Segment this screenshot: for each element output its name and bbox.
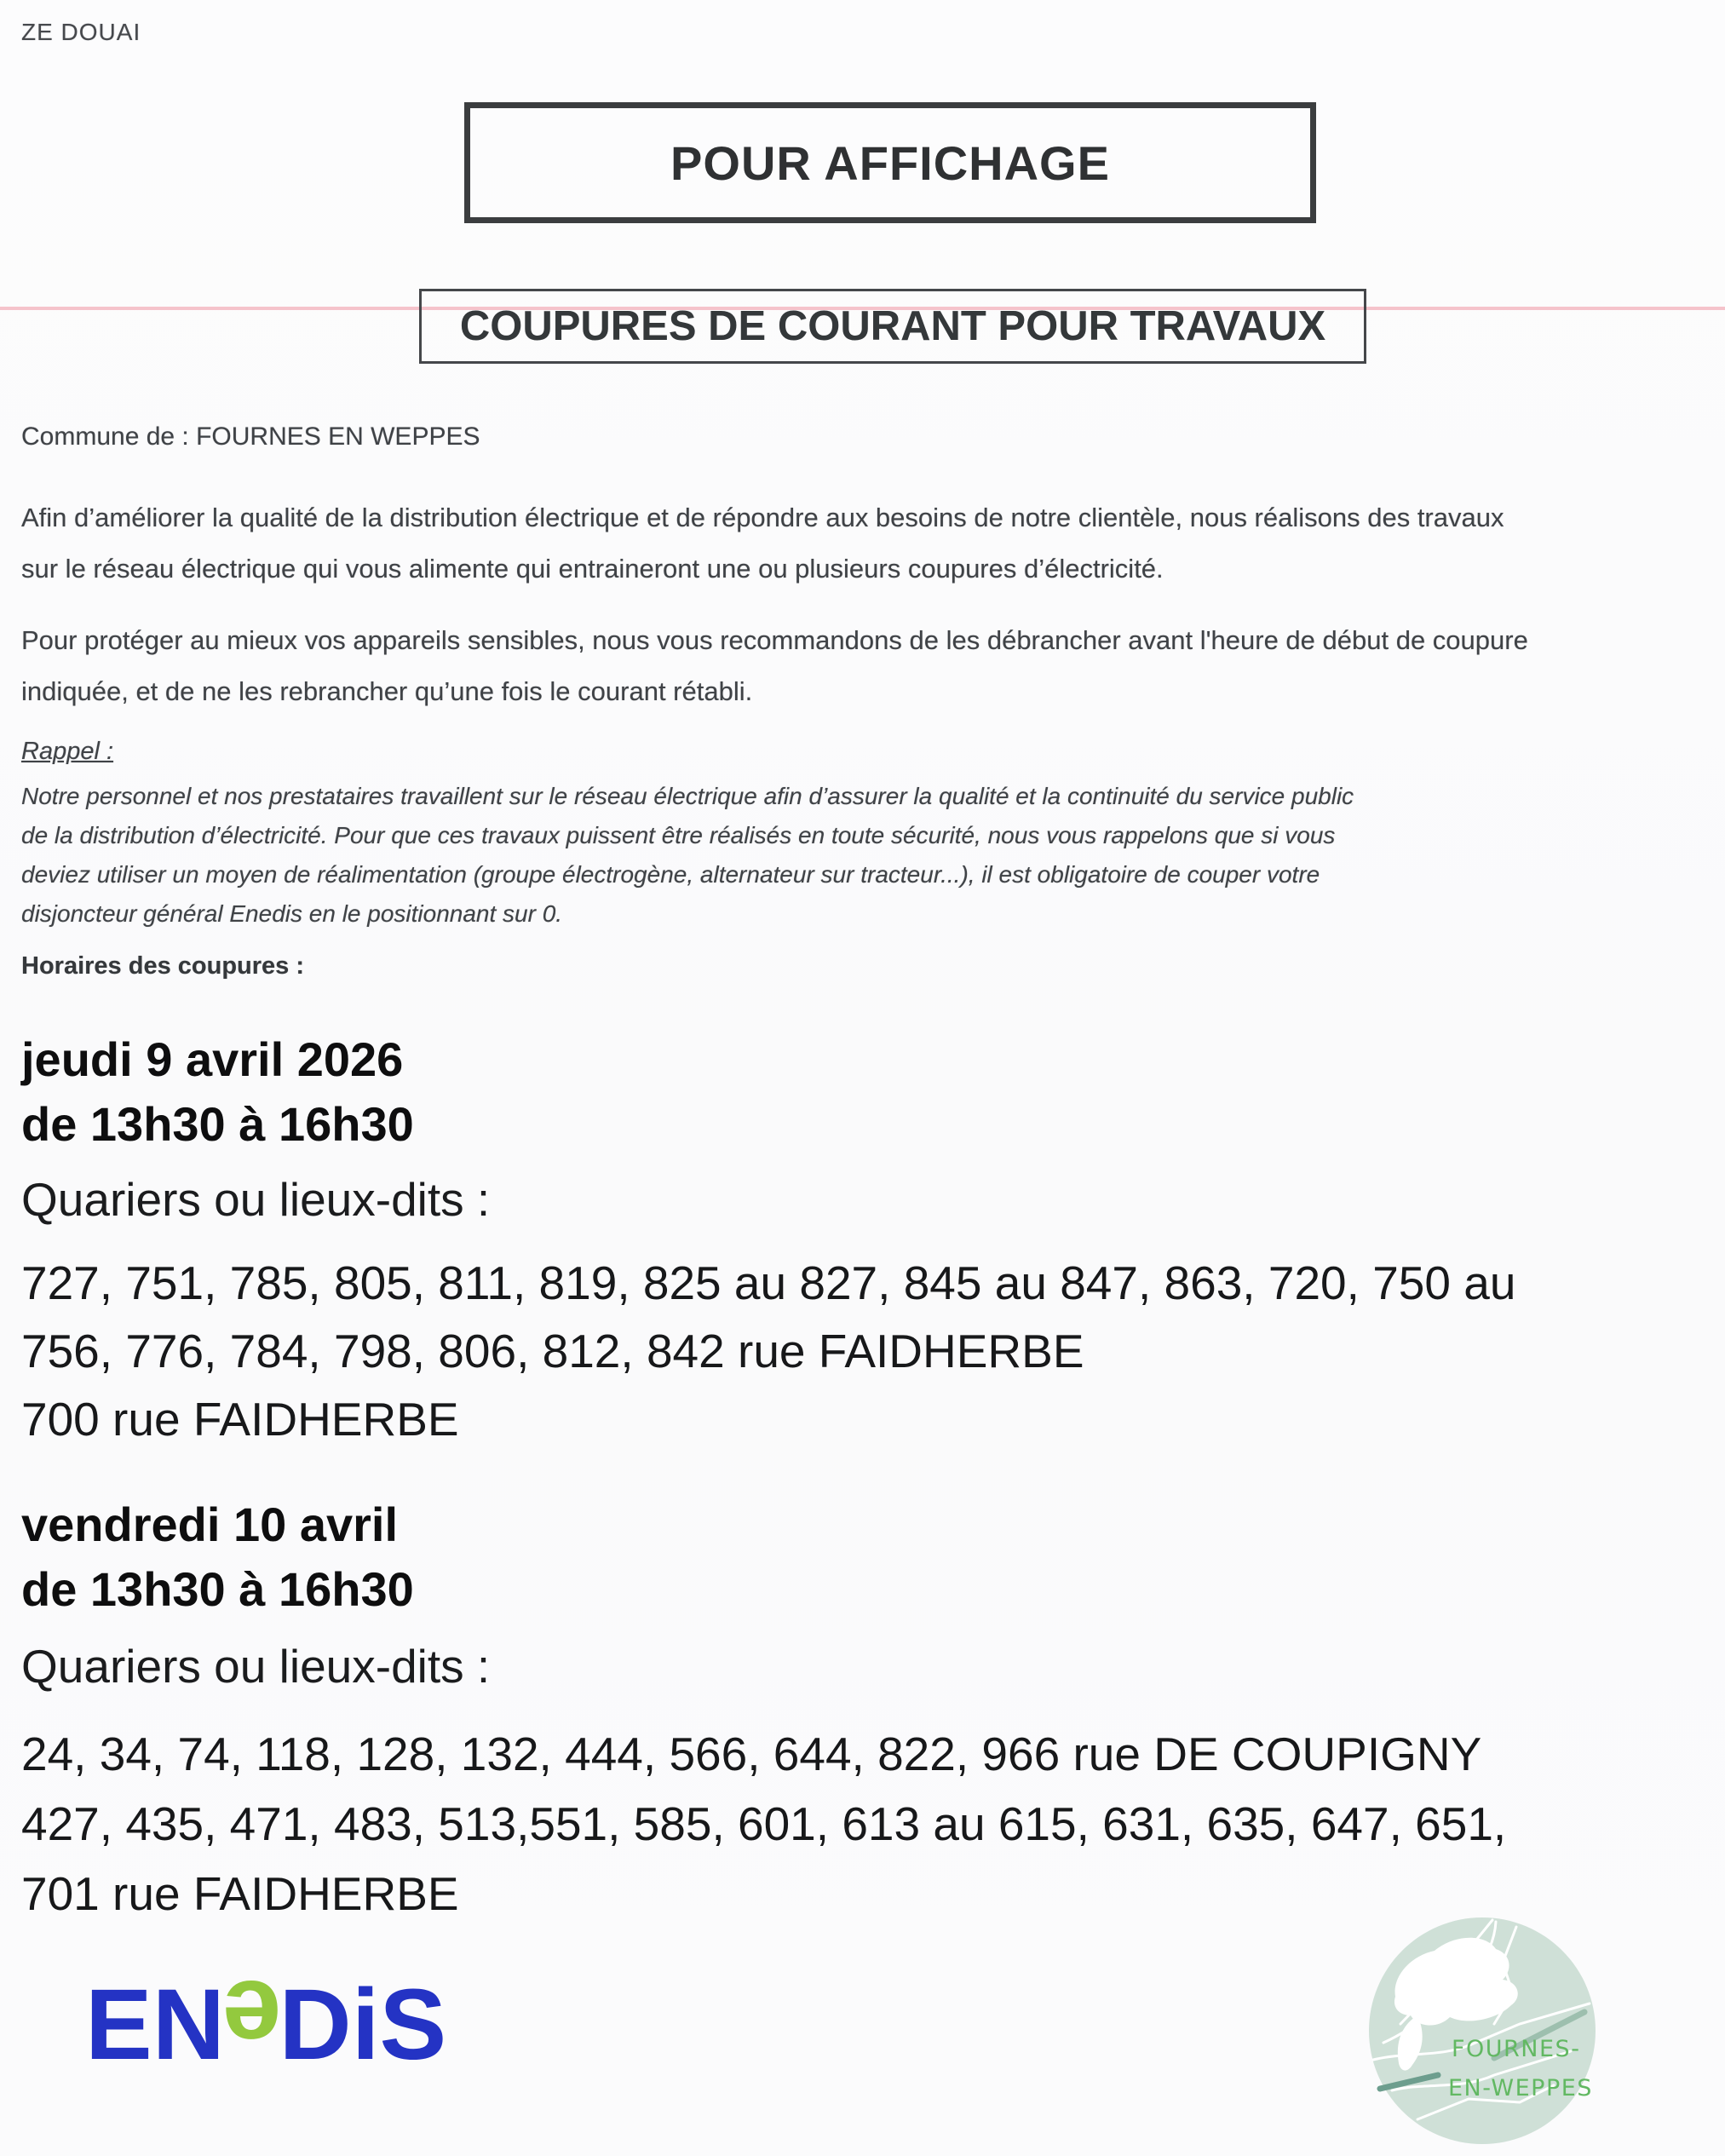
text-line: 756, 776, 784, 798, 806, 812, 842 rue FAIDHERBE — [21, 1325, 1084, 1377]
page-title: COUPURES DE COURANT POUR TRAVAUX — [459, 303, 1326, 349]
outage2-date: vendredi 10 avril — [21, 1498, 399, 1551]
text-line: Pour protéger au mieux vos appareils sensibles, nous vous recommandons de les débrancher avant l'heure de début de coupure — [21, 625, 1528, 655]
text-line: deviez utiliser un moyen de réalimentation (groupe électrogène, alternateur sur tracteur...), il est obligatoire de couper votre — [21, 861, 1320, 888]
text-line: 427, 435, 471, 483, 513,551, 585, 601, 613 au 615, 631, 635, 647, 651, — [21, 1797, 1507, 1850]
outage1-address-list — [21, 1249, 1704, 1453]
intro-paragraph — [21, 492, 1704, 595]
outage1-time: de 13h30 à 16h30 — [21, 1097, 414, 1151]
outage2-quartiers-label: Quariers ou lieux-dits : — [21, 1640, 491, 1693]
text-line: 701 rue FAIDHERBE — [21, 1867, 459, 1920]
text-line: 700 rue FAIDHERBE — [21, 1393, 459, 1446]
enedis-logo — [85, 1958, 596, 2081]
advice-paragraph — [21, 615, 1704, 717]
text-line: Notre personnel et nos prestataires travaillent sur le réseau électrique afin d’assurer la qualité et la continuité du service public — [21, 783, 1354, 809]
outage1-quartiers-label: Quariers ou lieux-dits : — [21, 1173, 491, 1226]
text-line: Afin d’améliorer la qualité de la distribution électrique et de répondre aux besoins de notre clientèle, nous réalisons des travaux — [21, 503, 1504, 532]
title-box — [419, 289, 1366, 364]
enedis-logo-en: EN — [85, 1969, 225, 2081]
logo-text-line1: FOURNES- — [1452, 2036, 1581, 2062]
text-line: 24, 34, 74, 118, 128, 132, 444, 566, 644, 822, 966 rue DE COUPIGNY — [21, 1728, 1482, 1780]
rappel-label: Rappel : — [21, 738, 114, 765]
outage1-date: jeudi 9 avril 2026 — [21, 1032, 404, 1086]
stamp-box — [464, 102, 1316, 223]
rappel-paragraph — [21, 777, 1704, 934]
logo-text-line2: EN-WEPPES — [1448, 2075, 1593, 2101]
text-line: de la distribution d’électricité. Pour que ces travaux puissent être réalisés en toute sécurité, nous vous rappelons que si vous — [21, 822, 1336, 848]
text-line: disjoncteur général Enedis en le positionnant sur 0. — [21, 900, 563, 927]
outage2-address-list — [21, 1719, 1704, 1929]
text-line: 727, 751, 785, 805, 811, 819, 825 au 827, 845 au 847, 863, 720, 750 au — [21, 1256, 1516, 1309]
text-line: sur le réseau électrique qui vous alimente qui entraineront une ou plusieurs coupures d’électricité. — [21, 554, 1164, 584]
stamp-text: POUR AFFICHAGE — [670, 135, 1110, 190]
enedis-logo-green-e: e — [221, 1958, 282, 2078]
outage2-datetime — [21, 1492, 1704, 1622]
outage1-datetime — [21, 1027, 1704, 1157]
agency-code: ZE DOUAI — [21, 19, 141, 45]
enedis-logo-dis: DiS — [279, 1969, 447, 2081]
horaires-heading: Horaires des coupures : — [21, 952, 304, 980]
commune-line: Commune de : FOURNES EN WEPPES — [21, 423, 480, 451]
text-line: indiquée, et de ne les rebrancher qu’une fois le courant rétabli. — [21, 676, 753, 706]
outage2-time: de 13h30 à 16h30 — [21, 1562, 414, 1616]
fournes-en-weppes-logo — [1366, 1915, 1598, 2147]
